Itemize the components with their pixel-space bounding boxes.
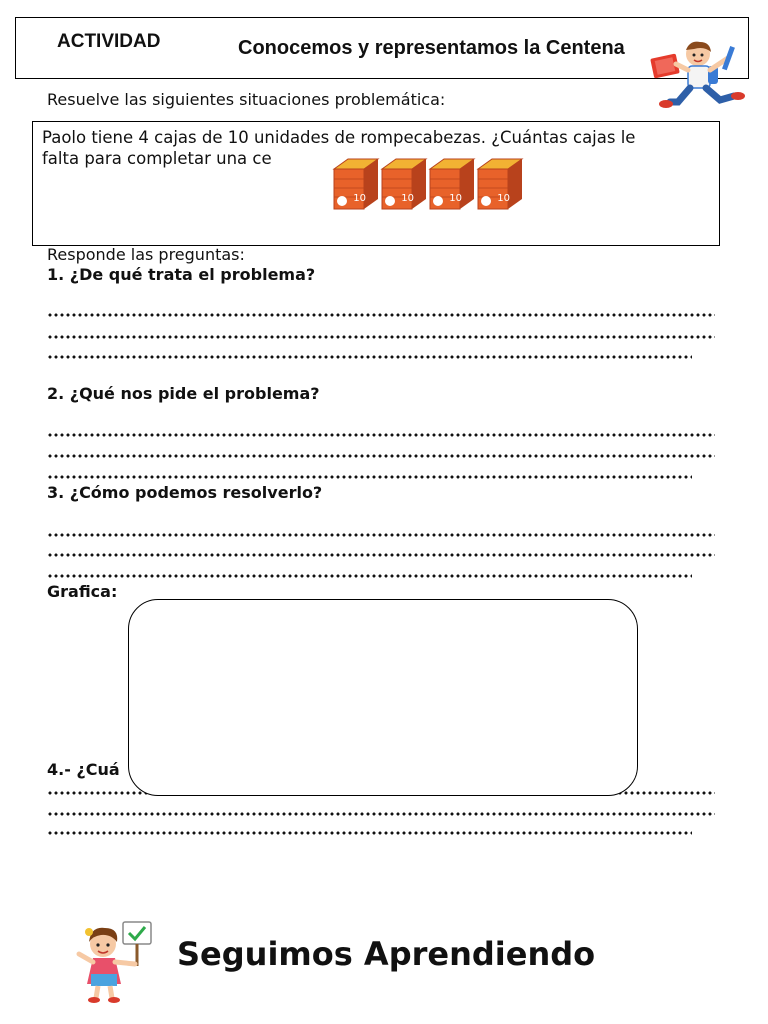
instructions-text: Resuelve las siguientes situaciones problemática: [47,90,446,109]
problem-line-2: falta para completar una ce [42,149,272,168]
answer-line [47,335,715,339]
question-3: 3. ¿Cómo podemos resolverlo? [47,483,323,502]
puzzle-boxes-illustration [332,155,528,215]
answer-line [47,831,692,835]
graph-drawing-area[interactable] [128,599,638,796]
puzzle-box [382,159,426,209]
puzzle-box-label: 10 [449,193,462,204]
page-title: Conocemos y representamos la Centena [238,37,625,59]
puzzle-box-label: 10 [497,193,510,204]
activity-label: ACTIVIDAD [57,31,161,52]
answer-line [47,574,692,578]
answer-line [47,812,715,816]
running-boy-illustration [648,40,748,118]
puzzle-box-label: 10 [353,193,366,204]
girl-with-sign-illustration [65,920,165,1005]
answer-line [47,313,715,317]
answer-line [47,454,715,458]
graph-label: Grafica: [47,582,118,601]
answer-line [47,475,692,479]
answer-line [47,355,692,359]
footer-slogan: Seguimos Aprendiendo [177,935,596,973]
question-2: 2. ¿Qué nos pide el problema? [47,384,320,403]
puzzle-box [334,159,378,209]
answer-line [47,433,715,437]
puzzle-box-label: 10 [401,193,414,204]
questions-prompt: Responde las preguntas: [47,245,245,264]
answer-line [47,533,715,537]
question-4: 4.- ¿Cuá [47,760,120,779]
puzzle-box [430,159,474,209]
answer-line [47,553,715,557]
puzzle-box [478,159,522,209]
problem-line-1: Paolo tiene 4 cajas de 10 unidades de rompecabezas. ¿Cuántas cajas le [42,128,636,147]
question-1: 1. ¿De qué trata el problema? [47,265,316,284]
